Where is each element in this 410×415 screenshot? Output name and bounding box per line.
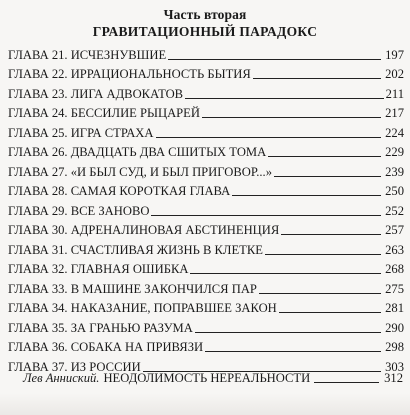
- page-number: 312: [384, 371, 403, 385]
- table-of-contents: [8, 43, 404, 375]
- chapter-title: ГЛАВА 34. НАКАЗАНИЕ, ПОПРАВШЕЕ ЗАКОН: [8, 301, 277, 315]
- dot-leader: [253, 78, 381, 79]
- dot-leader: [195, 332, 381, 333]
- page-number: 303: [385, 359, 404, 374]
- toc-entry-35: [8, 316, 404, 336]
- chapter-title: ГЛАВА 21. ИСЧЕЗНУВШИЕ: [8, 47, 167, 62]
- page-number: 275: [385, 281, 404, 296]
- toc-entry-24: [8, 102, 404, 122]
- chapter-title: ГЛАВА 25. ИГРА СТРАХА: [8, 125, 154, 140]
- chapter-title: ГЛАВА 30. АДРЕНАЛИНОВАЯ АБСТИНЕНЦИЯ: [8, 223, 280, 237]
- chapter-title: ГЛАВА 36. СОБАКА НА ПРИВЯЗИ: [8, 340, 204, 354]
- dot-leader: [232, 195, 381, 196]
- toc-entry-23: [8, 82, 404, 102]
- chapter-title: ГЛАВА 27. «И БЫЛ СУД, И БЫЛ ПРИГОВОР...»: [8, 164, 272, 179]
- dot-leader: [205, 351, 381, 352]
- toc-entry-26: [8, 141, 404, 161]
- toc-entry-22: [8, 63, 404, 83]
- page-number: 281: [385, 301, 404, 315]
- toc-entry-29: [8, 199, 404, 219]
- toc-entry-28: [8, 180, 404, 200]
- page-number: 229: [385, 145, 404, 159]
- page-bottom-shadow: [0, 393, 410, 415]
- chapter-title: ГЛАВА 28. САМАЯ КОРОТКАЯ ГЛАВА: [8, 184, 231, 198]
- page-number: 217: [385, 106, 404, 120]
- dot-leader: [281, 234, 381, 235]
- dot-leader: [279, 312, 381, 313]
- toc-entry-31: [8, 238, 404, 258]
- chapter-title: ГЛАВА 33. В МАШИНЕ ЗАКОНЧИЛСЯ ПАР: [8, 281, 257, 296]
- dot-leader: [265, 254, 381, 255]
- chapter-title: ГЛАВА 29. ВСЕ ЗАНОВО: [8, 203, 150, 218]
- toc-entry-25: [8, 121, 404, 141]
- chapter-title: ГЛАВА 31. СЧАСТЛИВАЯ ЖИЗНЬ В КЛЕТКЕ: [8, 242, 263, 257]
- page-number: 211: [385, 86, 404, 101]
- page-number: 239: [385, 164, 404, 179]
- chapter-title: ГЛАВА 32. ГЛАВНАЯ ОШИБКА: [8, 262, 189, 276]
- toc-entry-27: [8, 160, 404, 180]
- afterword-author: Лев Анниский.: [23, 371, 100, 385]
- page-number: 257: [385, 223, 404, 237]
- dot-leader: [151, 215, 381, 216]
- page-number: 197: [385, 47, 404, 62]
- chapter-title: ГЛАВА 26. ДВАДЦАТЬ ДВА СШИТЫХ ТОМА: [8, 145, 267, 159]
- part-title: ГРАВИТАЦИОННЫЙ ПАРАДОКС: [92, 24, 318, 39]
- page-number: 290: [385, 320, 404, 335]
- toc-entry-36: [8, 336, 404, 356]
- toc-entry-32: [8, 258, 404, 278]
- chapter-title: ГЛАВА 23. ЛИГА АДВОКАТОВ: [8, 86, 184, 101]
- page-number: 268: [385, 262, 404, 276]
- page-number: 224: [385, 125, 404, 140]
- toc-entry-30: [8, 219, 404, 239]
- dot-leader: [168, 59, 381, 60]
- page-number: 298: [385, 340, 404, 354]
- chapter-title: ГЛАВА 35. ЗА ГРАНЬЮ РАЗУМА: [8, 320, 193, 335]
- dot-leader: [190, 273, 381, 274]
- chapter-title: ГЛАВА 37. ИЗ РОССИИ: [8, 359, 141, 374]
- page-number: 202: [385, 67, 404, 81]
- page-number: 250: [385, 184, 404, 198]
- dot-leader: [259, 293, 381, 294]
- chapter-title: ГЛАВА 22. ИРРАЦИОНАЛЬНОСТЬ БЫТИЯ: [8, 67, 251, 81]
- dot-leader: [156, 137, 382, 138]
- dot-leader: [185, 98, 383, 99]
- chapter-title: ГЛАВА 24. БЕССИЛИЕ РЫЦАРЕЙ: [8, 106, 200, 120]
- toc-entry-34: [8, 297, 404, 317]
- dot-leader: [274, 176, 381, 177]
- page-number: 263: [385, 242, 404, 257]
- dot-leader: [202, 117, 381, 118]
- afterword-title: НЕОДОЛИМОСТЬ НЕРЕАЛЬНОСТИ: [103, 371, 311, 385]
- page-number: 252: [385, 203, 404, 218]
- toc-entry-afterword: [23, 371, 403, 386]
- toc-entry-21: [8, 43, 404, 63]
- dot-leader: [268, 156, 381, 157]
- toc-entry-33: [8, 277, 404, 297]
- dot-leader: [314, 382, 379, 383]
- part-label: Часть вторая: [163, 7, 247, 22]
